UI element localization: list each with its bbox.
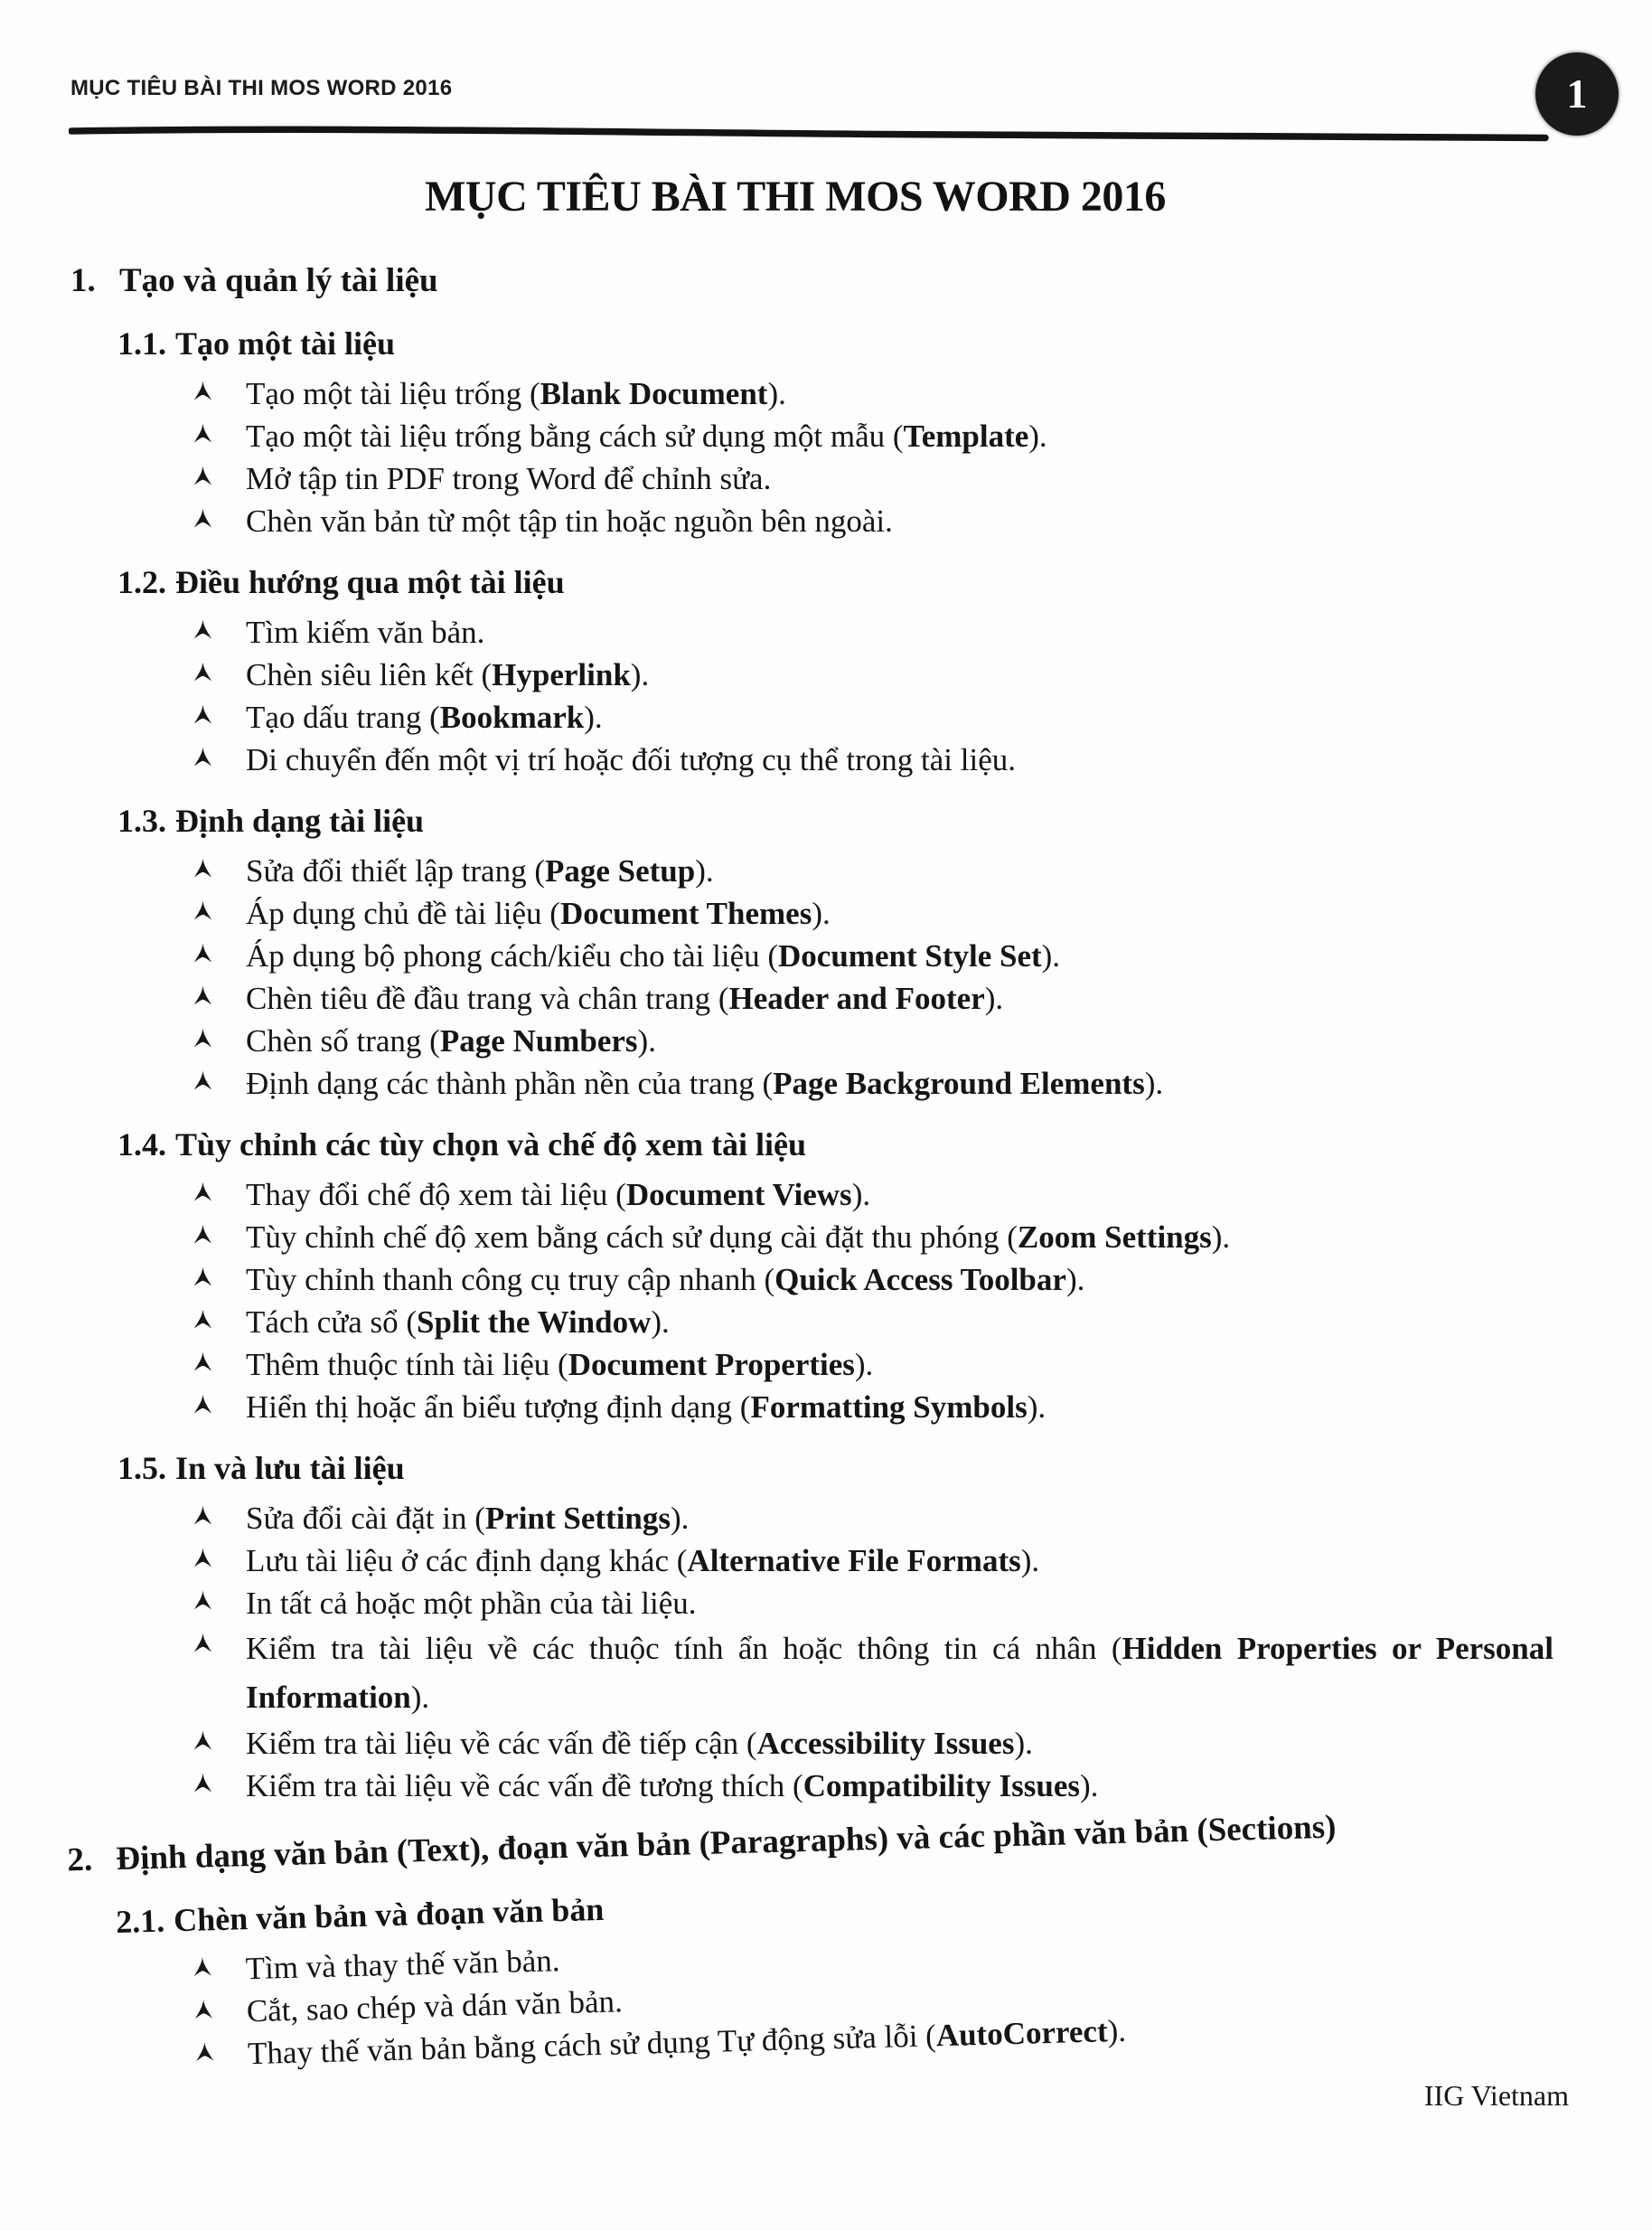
item-text: Hiển thị hoặc ẩn biểu tượng định dạng (Formatting Symbols). bbox=[246, 1389, 1047, 1425]
subsection-title: Định dạng tài liệu bbox=[175, 803, 425, 839]
item-text: Kiểm tra tài liệu về các vấn đề tương thích (Compatibility Issues). bbox=[246, 1768, 1099, 1803]
subsection-title: Chèn văn bản và đoạn văn bản bbox=[173, 1890, 605, 1939]
star-bullet-icon bbox=[193, 1266, 212, 1292]
item-text: Tùy chỉnh chế độ xem bằng cách sử dụng cài đặt thu phóng (Zoom Settings). bbox=[246, 1219, 1231, 1255]
list-item bbox=[193, 1582, 1652, 1624]
item-text: Tùy chỉnh thanh công cụ truy cập nhanh (Quick Access Toolbar). bbox=[246, 1262, 1085, 1297]
item-list bbox=[193, 850, 1652, 1105]
list-item bbox=[193, 372, 1652, 415]
star-bullet-icon bbox=[193, 1730, 212, 1756]
subsection-number: 2.1. bbox=[115, 1902, 165, 1940]
item-list bbox=[193, 611, 1652, 781]
star-bullet-icon bbox=[193, 704, 212, 730]
section-number: 1. bbox=[70, 262, 96, 299]
subsection-heading bbox=[117, 799, 1652, 843]
subsection-heading bbox=[117, 560, 1652, 604]
subsection-number: 1.5. bbox=[117, 1450, 166, 1486]
item-text: Tìm kiếm văn bản. bbox=[246, 615, 485, 650]
subsection-number: 1.1. bbox=[117, 325, 166, 362]
list-item bbox=[193, 850, 1652, 892]
star-bullet-icon bbox=[193, 1070, 212, 1096]
star-bullet-icon bbox=[193, 662, 212, 687]
section bbox=[0, 1797, 1652, 2082]
document-title: MỤC TIÊU BÀI THI MOS WORD 2016 bbox=[425, 173, 1166, 221]
star-bullet-icon bbox=[193, 1309, 212, 1334]
list-item bbox=[193, 1539, 1652, 1582]
item-list bbox=[193, 1173, 1652, 1428]
star-bullet-icon bbox=[193, 1590, 212, 1615]
header-rule-line bbox=[69, 125, 1551, 145]
list-item bbox=[193, 1020, 1652, 1062]
star-bullet-icon bbox=[193, 1633, 212, 1658]
item-text: Tạo một tài liệu trống (Blank Document). bbox=[246, 376, 786, 411]
item-text: Thêm thuộc tính tài liệu (Document Properties). bbox=[246, 1347, 874, 1382]
item-list bbox=[193, 372, 1652, 542]
star-bullet-icon bbox=[193, 858, 212, 883]
list-item bbox=[193, 654, 1652, 696]
star-bullet-icon bbox=[193, 1028, 212, 1053]
item-text: Sửa đổi thiết lập trang (Page Setup). bbox=[246, 853, 714, 889]
star-bullet-icon bbox=[193, 1351, 212, 1377]
list-item bbox=[193, 739, 1652, 781]
section-number: 2. bbox=[66, 1840, 93, 1879]
subsection-heading bbox=[117, 1446, 1652, 1490]
item-text: Kiểm tra tài liệu về các thuộc tính ẩn hoặc thông tin cá nhân (Hidden Properties or Personal Information). bbox=[246, 1631, 1553, 1715]
subsection-title: Tùy chỉnh các tùy chọn và chế độ xem tài liệu bbox=[175, 1126, 807, 1163]
list-item bbox=[193, 1301, 1652, 1343]
subsection-title: Tạo một tài liệu bbox=[175, 325, 395, 362]
star-bullet-icon bbox=[193, 1181, 212, 1207]
item-text: Thay thế văn bản bằng cách sử dụng Tự động sửa lỗi (AutoCorrect). bbox=[247, 2012, 1127, 2072]
star-bullet-icon bbox=[193, 423, 212, 448]
item-text: Tạo một tài liệu trống bằng cách sử dụng một mẫu (Template). bbox=[246, 419, 1047, 454]
footer-publisher: IIG Vietnam bbox=[1423, 2079, 1569, 2112]
list-item bbox=[193, 1497, 1652, 1539]
item-text: Tìm và thay thế văn bản. bbox=[245, 1943, 561, 1987]
star-bullet-icon bbox=[193, 619, 212, 645]
item-text: Thay đổi chế độ xem tài liệu (Document Views). bbox=[246, 1177, 871, 1212]
item-text: Mở tập tin PDF trong Word để chỉnh sửa. bbox=[246, 461, 772, 496]
star-bullet-icon bbox=[193, 747, 212, 772]
item-text: Di chuyển đến một vị trí hoặc đối tượng cụ thể trong tài liệu. bbox=[246, 742, 1017, 777]
list-item bbox=[193, 500, 1652, 542]
page-number-badge bbox=[1535, 52, 1619, 136]
item-list bbox=[193, 1497, 1652, 1807]
star-bullet-icon bbox=[193, 1505, 212, 1530]
item-text: Áp dụng chủ đề tài liệu (Document Themes). bbox=[246, 896, 831, 931]
star-bullet-icon bbox=[193, 900, 212, 926]
item-text: Tạo dấu trang (Bookmark). bbox=[246, 700, 603, 735]
list-item bbox=[193, 1765, 1652, 1807]
item-text: In tất cả hoặc một phần của tài liệu. bbox=[246, 1586, 697, 1621]
document-body bbox=[0, 242, 1652, 2095]
list-item bbox=[193, 1216, 1652, 1258]
star-bullet-icon bbox=[193, 985, 212, 1011]
item-text: Chèn văn bản từ một tập tin hoặc nguồn bên ngoài. bbox=[246, 504, 893, 539]
list-item bbox=[193, 696, 1652, 739]
star-bullet-icon bbox=[194, 1999, 214, 2025]
item-text: Chèn số trang (Page Numbers). bbox=[246, 1023, 656, 1059]
item-text: Sửa đổi cài đặt in (Print Settings). bbox=[246, 1501, 690, 1536]
star-bullet-icon bbox=[195, 2041, 215, 2067]
list-item bbox=[193, 1258, 1652, 1301]
section-title: Định dạng văn bản (Text), đoạn văn bản (Paragraphs) và các phần văn bản (Sections) bbox=[115, 1808, 1337, 1878]
page-number: 1 bbox=[1566, 71, 1588, 117]
star-bullet-icon bbox=[193, 1773, 212, 1798]
star-bullet-icon bbox=[193, 381, 212, 406]
section bbox=[0, 259, 1652, 1807]
star-bullet-icon bbox=[193, 508, 212, 533]
star-bullet-icon bbox=[193, 1394, 212, 1419]
list-item bbox=[193, 1624, 1652, 1722]
list-item bbox=[193, 1722, 1652, 1765]
subsection-heading bbox=[117, 1123, 1652, 1166]
list-item bbox=[193, 415, 1652, 457]
item-text: Lưu tài liệu ở các định dạng khác (Alternative File Formats). bbox=[246, 1543, 1040, 1578]
list-item bbox=[193, 892, 1652, 935]
section-heading bbox=[70, 259, 1652, 304]
subsection-title: Điều hướng qua một tài liệu bbox=[175, 564, 565, 600]
list-item bbox=[193, 611, 1652, 654]
list-item bbox=[193, 457, 1652, 500]
subsection-title: In và lưu tài liệu bbox=[175, 1450, 405, 1486]
item-text: Kiểm tra tài liệu về các vấn đề tiếp cận (Accessibility Issues). bbox=[246, 1726, 1033, 1761]
star-bullet-icon bbox=[193, 1224, 212, 1249]
item-text: Áp dụng bộ phong cách/kiểu cho tài liệu (Document Style Set). bbox=[246, 938, 1061, 974]
star-bullet-icon bbox=[192, 1956, 212, 1982]
list-item bbox=[193, 1062, 1652, 1105]
star-bullet-icon bbox=[193, 943, 212, 968]
list-item bbox=[193, 977, 1652, 1020]
list-item bbox=[193, 1173, 1652, 1216]
item-text: Định dạng các thành phần nền của trang (Page Background Elements). bbox=[246, 1066, 1164, 1101]
running-header-title: MỤC TIÊU BÀI THI MOS WORD 2016 bbox=[70, 76, 453, 100]
item-text: Chèn siêu liên kết (Hyperlink). bbox=[246, 657, 650, 692]
item-text: Tách cửa sổ (Split the Window). bbox=[246, 1304, 670, 1340]
item-text: Cắt, sao chép và dán văn bản. bbox=[246, 1983, 624, 2029]
subsection-number: 1.3. bbox=[117, 803, 166, 839]
subsection-heading bbox=[117, 322, 1652, 365]
star-bullet-icon bbox=[193, 1548, 212, 1573]
list-item bbox=[193, 1386, 1652, 1428]
list-item bbox=[193, 935, 1652, 977]
item-text: Chèn tiêu đề đầu trang và chân trang (Header and Footer). bbox=[246, 981, 1004, 1016]
subsection-number: 1.2. bbox=[117, 564, 166, 600]
subsection-number: 1.4. bbox=[117, 1126, 166, 1163]
star-bullet-icon bbox=[193, 466, 212, 491]
section-title: Tạo và quản lý tài liệu bbox=[119, 262, 438, 299]
list-item bbox=[193, 1343, 1652, 1386]
